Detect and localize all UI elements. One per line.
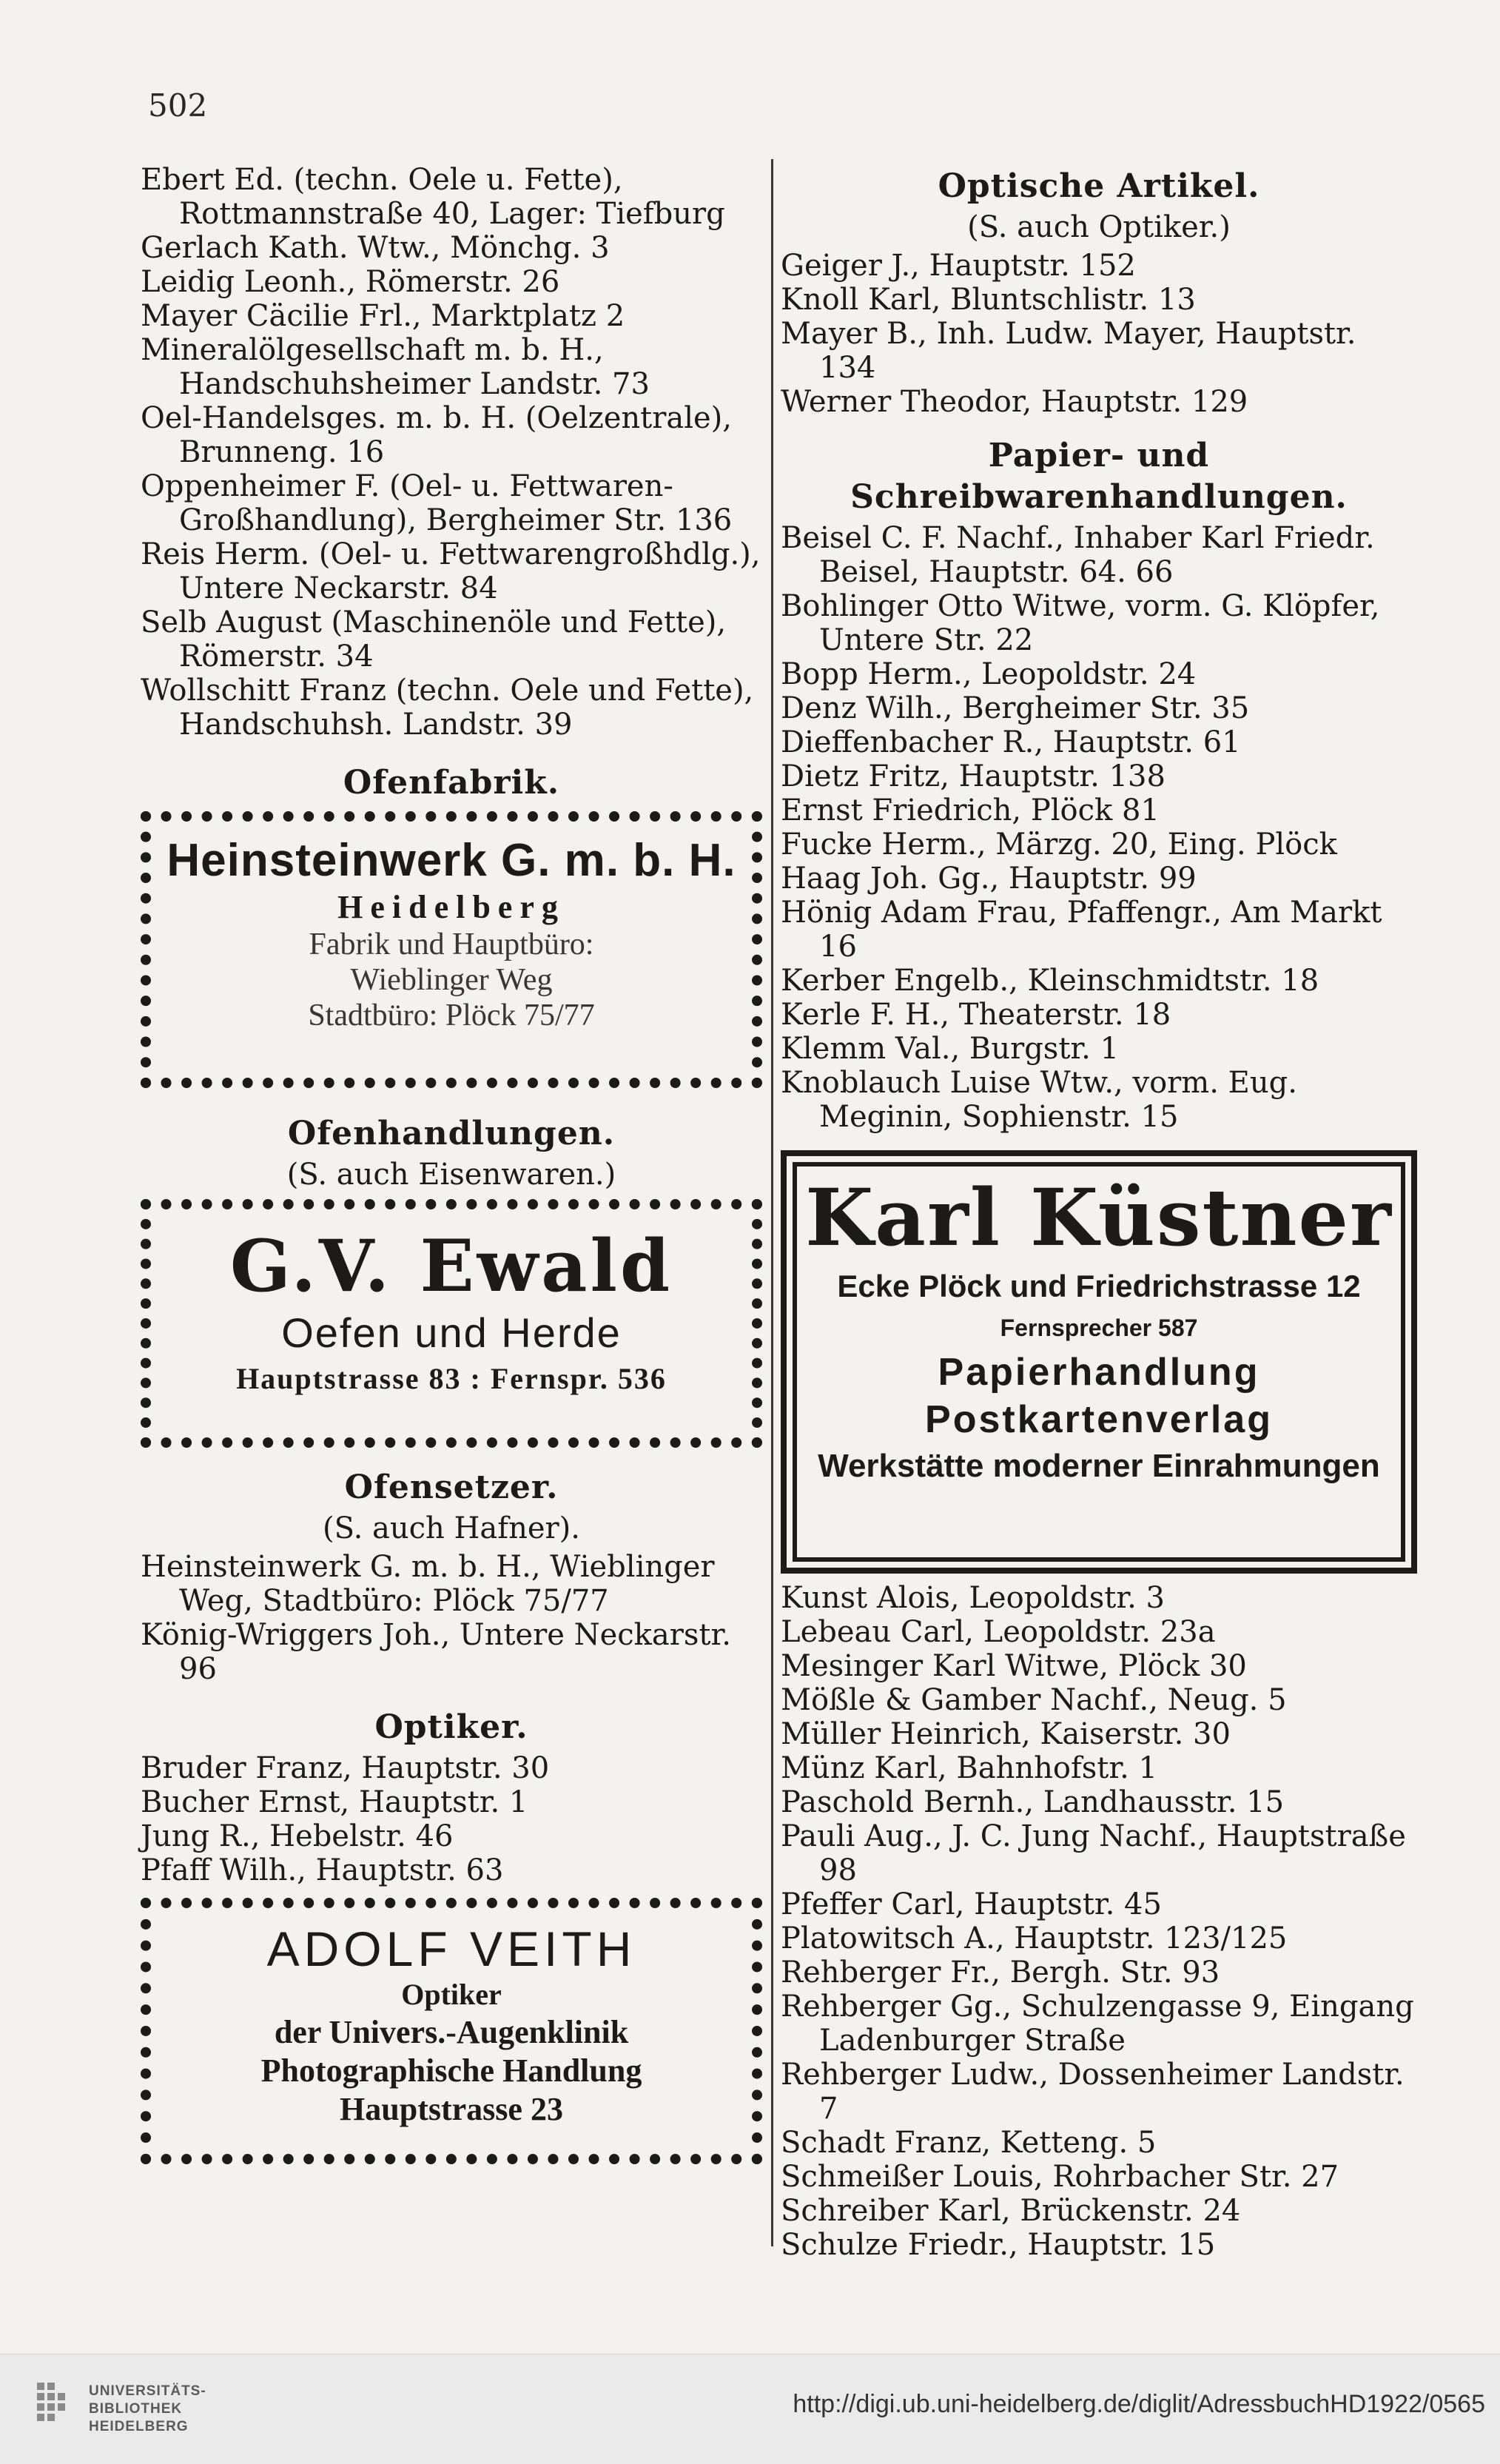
list-item: Ernst Friedrich, Plöck 81 [781,793,1160,828]
list-item: Leidig Leonh., Römerstr. 26 [141,265,560,299]
ad-karl-kuestner [781,1150,1417,1574]
library-logo-icon [33,2375,96,2442]
list-item: Klemm Val., Burgstr. 1 [781,1032,1120,1066]
list-item: Münz Karl, Bahnhofstr. 1 [781,1751,1157,1785]
list-item: Schulze Friedr., Hauptstr. 15 [781,2228,1216,2262]
entries-oele-fette [141,163,762,742]
list-item: Denz Wilh., Bergheimer Str. 35 [781,691,1250,725]
list-item: Paschold Bernh., Landhausstr. 15 [781,1785,1285,1819]
ad-line: Photographische Handlung [260,2052,642,2089]
list-item: Schmeißer Louis, Rohrbacher Str. 27 [781,2160,1339,2194]
ad-company-name: ADOLF VEITH [266,1921,636,1976]
ad-company-name: Heinsteinwerk G. m. b. H. [167,835,736,886]
entries-papier-2 [781,1581,1417,2262]
ad-heinsteinwerk [141,811,762,1088]
ad-line: der Univers.-Augenklinik [274,2014,629,2050]
list-item: Beisel C. F. Nachf., Inhaber Karl Friedr. Beisel, Hauptstr. 64. 66 [781,521,1375,589]
list-item: Jung R., Hebelstr. 46 [141,1819,454,1853]
list-item: Oel-Handelsges. m. b. H. (Oelzentrale), Brunneng. 16 [141,401,733,469]
section-subheading: (S. auch Eisenwaren.) [286,1158,616,1192]
section-heading-optische-artikel: Optische Artikel. [938,167,1260,205]
ad-city: Heidelberg [337,889,565,925]
library-line: UNIVERSITÄTS- [89,2383,206,2399]
page-number: 502 [148,87,208,124]
list-item: Selb August (Maschinenöle und Fette), Römerstr. 34 [141,605,727,674]
ad-address: Hauptstrasse 23 [340,2091,563,2127]
ad-tagline: Oefen und Herde [281,1309,622,1356]
list-item: Schreiber Karl, Brückenstr. 24 [781,2194,1241,2228]
section-subheading: (S. auch Hafner). [323,1511,580,1545]
library-line: BIBLIOTHEK [89,2401,183,2417]
list-item: Pfaff Wilh., Hauptstr. 63 [141,1853,504,1887]
ad-line: Papierhandlung [938,1351,1260,1394]
list-item: Platowitsch A., Hauptstr. 123/125 [781,1921,1288,1956]
section-heading-papier: Papier- und Schreibwarenhandlungen. [850,437,1348,516]
source-url-link[interactable]: http://digi.ub.uni-heidelberg.de/diglit/AdressbuchHD1922/0565 [793,2390,1485,2418]
ad-company-name: G.V. Ewald [229,1224,673,1308]
list-item: König-Wriggers Joh., Untere Neckarstr. 96 [141,1618,731,1686]
list-item: Mayer B., Inh. Ludw. Mayer, Hauptstr. 134 [781,317,1356,385]
list-item: Heinsteinwerk G. m. b. H., Wieblinger Weg, Stadtbüro: Plöck 75/77 [141,1550,715,1618]
list-item: Kerber Engelb., Kleinschmidtstr. 18 [781,964,1319,998]
list-item: Fucke Herm., Märzg. 20, Eing. Plöck [781,828,1337,862]
list-item: Hönig Adam Frau, Pfaffengr., Am Markt 16 [781,896,1382,964]
list-item: Dieffenbacher R., Hauptstr. 61 [781,725,1241,759]
entries-papier-1 [781,521,1417,1134]
list-item: Gerlach Kath. Wtw., Mönchg. 3 [141,231,610,265]
section-subheading: (S. auch Optiker.) [967,210,1231,244]
list-item: Mineralölgesellschaft m. b. H., Handschuhsheimer Landstr. 73 [141,333,650,401]
list-item: Pauli Aug., J. C. Jung Nachf., Hauptstraße 98 [781,1819,1406,1887]
library-name [89,2383,206,2436]
ad-line: Optiker [401,1978,502,2011]
list-item: Lebeau Carl, Leopoldstr. 23a [781,1615,1216,1649]
library-line: HEIDELBERG [89,2419,189,2434]
list-item: Kunst Alois, Leopoldstr. 3 [781,1581,1165,1615]
list-item: Werner Theodor, Hauptstr. 129 [781,385,1248,419]
list-item: Ebert Ed. (techn. Oele u. Fette), Rottmannstraße 40, Lager: Tiefburg [141,163,725,231]
ad-line: Postkartenverlag [925,1398,1273,1441]
list-item: Oppenheimer F. (Oel- u. Fettwaren-Großhandlung), Bergheimer Str. 136 [141,469,733,537]
list-item: Bopp Herm., Leopoldstr. 24 [781,657,1197,691]
list-item: Haag Joh. Gg., Hauptstr. 99 [781,862,1197,896]
ad-ewald [141,1199,762,1448]
list-item: Mayer Cäcilie Frl., Marktplatz 2 [141,299,625,333]
list-item: Reis Herm. (Oel- u. Fettwarengroßhdlg.), Untere Neckarstr. 84 [141,537,761,605]
ad-line: Stadtbüro: Plöck 75/77 [308,998,595,1033]
right-column [781,163,1417,2262]
ad-line: Fabrik und Hauptbüro: [309,927,594,961]
list-item: Schadt Franz, Ketteng. 5 [781,2126,1157,2160]
list-item: Wollschitt Franz (techn. Oele und Fette), Handschuhsh. Landstr. 39 [141,674,754,742]
column-divider [771,159,773,2246]
list-item: Rehberger Fr., Bergh. Str. 93 [781,1956,1220,1990]
list-item: Geiger J., Hauptstr. 152 [781,249,1136,283]
list-item: Knoblauch Luise Wtw., vorm. Eug. Meginin, Sophienstr. 15 [781,1066,1297,1134]
list-item: Dietz Fritz, Hauptstr. 138 [781,759,1166,793]
list-item: Knoll Karl, Bluntschlistr. 13 [781,283,1196,317]
ad-line: Werkstätte moderner Einrahmungen [818,1448,1380,1484]
list-item: Mesinger Karl Witwe, Plöck 30 [781,1649,1247,1683]
list-item: Bruder Franz, Hauptstr. 30 [141,1751,550,1785]
list-item: Rehberger Ludw., Dossenheimer Landstr. 7 [781,2058,1405,2126]
list-item: Mößle & Gamber Nachf., Neug. 5 [781,1683,1287,1717]
ad-phone: Fernsprecher 587 [1000,1315,1198,1341]
list-item: Rehberger Gg., Schulzengasse 9, Eingang Ladenburger Straße [781,1990,1414,2058]
ad-address: Hauptstrasse 83 : Fernspr. 536 [236,1362,667,1395]
ad-line: Wieblinger Weg [350,963,553,997]
ad-address: Ecke Plöck und Friedrichstrasse 12 [837,1269,1361,1303]
ad-adolf-veith [141,1898,762,2164]
section-heading-optiker: Optiker. [374,1708,528,1746]
viewer-footer [0,2354,1500,2464]
section-heading-ofensetzer: Ofensetzer. [344,1468,559,1506]
list-item: Kerle F. H., Theaterstr. 18 [781,998,1171,1032]
left-column [141,163,762,2172]
ad-company-name: Karl Küstner [805,1171,1393,1263]
list-item: Müller Heinrich, Kaiserstr. 30 [781,1717,1231,1751]
list-item: Bohlinger Otto Witwe, vorm. G. Klöpfer, Untere Str. 22 [781,589,1380,657]
section-heading-ofenhandlungen: Ofenhandlungen. [287,1115,616,1152]
section-heading-ofenfabrik: Ofenfabrik. [343,764,560,802]
list-item: Pfeffer Carl, Hauptstr. 45 [781,1887,1162,1921]
list-item: Bucher Ernst, Hauptstr. 1 [141,1785,528,1819]
